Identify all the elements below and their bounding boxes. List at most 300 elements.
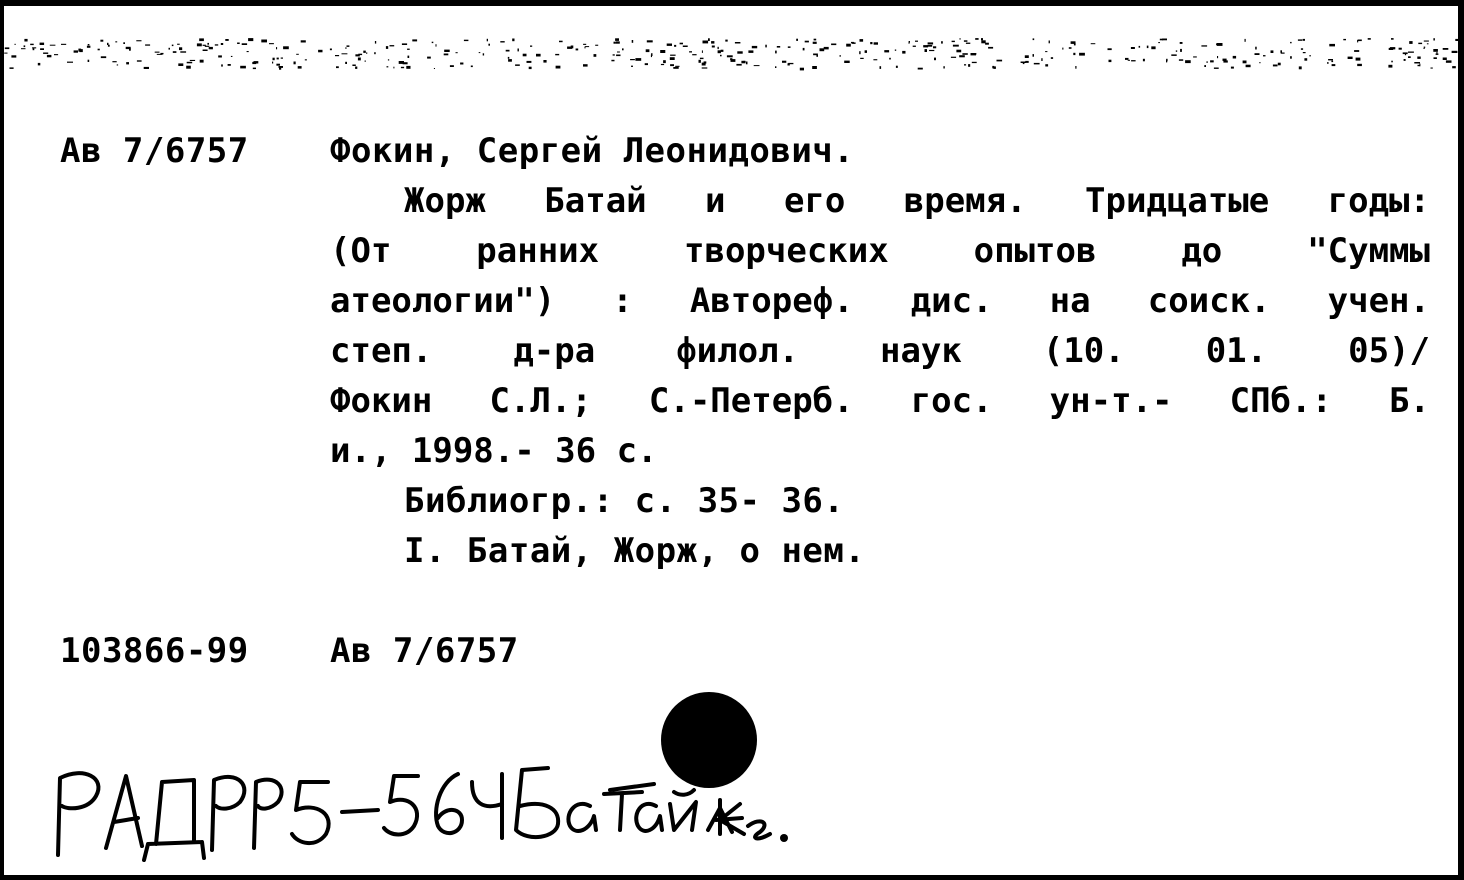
noise-speck [1356, 58, 1361, 61]
noise-speck [840, 55, 841, 57]
noise-speck [1201, 45, 1207, 46]
noise-speck [187, 62, 193, 64]
noise-speck [859, 51, 860, 54]
noise-speck [15, 44, 16, 45]
noise-speck [1418, 65, 1420, 66]
noise-speck [54, 54, 58, 55]
noise-speck [1303, 39, 1305, 41]
noise-speck [277, 58, 279, 60]
noise-speck [523, 54, 527, 57]
noise-speck [966, 43, 970, 44]
noise-speck [1452, 66, 1456, 68]
noise-speck [1214, 68, 1219, 69]
noise-speck [456, 52, 458, 53]
noise-speck [968, 64, 970, 67]
noise-speck [126, 62, 129, 64]
noise-speck [870, 42, 872, 44]
noise-speck [87, 46, 91, 48]
noise-speck [436, 44, 437, 46]
noise-speck [1354, 50, 1359, 52]
noise-speck [506, 50, 510, 52]
noise-speck [1025, 55, 1029, 58]
noise-speck [294, 62, 296, 65]
noise-speck [145, 44, 150, 45]
noise-speck [1051, 57, 1053, 59]
noise-speck [283, 46, 289, 49]
noise-speck [1357, 64, 1362, 66]
noise-speck [896, 66, 898, 68]
noise-speck [225, 39, 228, 41]
noise-speck [221, 64, 223, 66]
noise-speck [1408, 52, 1414, 53]
noise-speck [403, 62, 408, 64]
noise-speck [107, 43, 109, 45]
noise-speck [218, 55, 222, 57]
noise-speck [775, 66, 776, 68]
noise-speck [1179, 59, 1183, 61]
title-line-5: Фокин С.Л.; С.-Петерб. гос. ун-т.- СПб.: Б. [330, 381, 1430, 421]
noise-speck [444, 54, 449, 56]
noise-speck [796, 39, 798, 41]
noise-speck [576, 49, 579, 51]
noise-speck [708, 38, 710, 41]
noise-speck [108, 45, 110, 47]
noise-speck [61, 44, 66, 45]
noise-speck [1185, 60, 1191, 63]
noise-speck [529, 67, 532, 69]
noise-speck [1433, 38, 1435, 40]
noise-speck [117, 64, 118, 65]
noise-speck [296, 54, 299, 55]
noise-speck [670, 64, 674, 66]
noise-speck [630, 59, 635, 60]
noise-speck [177, 44, 180, 45]
noise-speck [1343, 39, 1346, 40]
noise-speck [585, 46, 589, 47]
noise-speck [518, 49, 519, 52]
noise-speck [670, 55, 676, 56]
noise-speck [953, 45, 959, 47]
noise-speck [831, 44, 836, 46]
noise-speck [190, 60, 195, 61]
noise-speck [536, 54, 541, 57]
noise-speck [1033, 38, 1035, 40]
noise-speck [816, 55, 818, 57]
noise-speck [444, 50, 450, 52]
noise-speck [47, 55, 52, 57]
noise-speck [1210, 60, 1214, 62]
noise-speck [336, 66, 339, 68]
noise-speck [972, 62, 977, 63]
noise-speck [330, 49, 332, 51]
noise-speck [276, 47, 277, 49]
title-line-1: Жорж Батай и его время. Тридцатые годы: [404, 181, 1430, 221]
noise-speck [1303, 52, 1306, 53]
noise-speck [24, 45, 26, 47]
top-edge-noise [4, 38, 1464, 70]
noise-speck [412, 39, 417, 41]
noise-speck [200, 60, 204, 63]
noise-speck [1418, 43, 1422, 44]
noise-speck [895, 50, 896, 51]
noise-speck [617, 52, 620, 53]
noise-speck [1049, 41, 1050, 44]
noise-speck [647, 40, 653, 42]
title-line-4: степ. д-ра филол. наук (10. 01. 05)/ [330, 331, 1430, 371]
noise-speck [595, 45, 598, 46]
noise-speck [1389, 48, 1394, 50]
noise-speck [261, 40, 267, 43]
noise-speck [279, 66, 284, 68]
noise-speck [203, 50, 208, 52]
noise-speck [1041, 58, 1042, 61]
noise-speck [450, 65, 454, 67]
noise-speck [253, 68, 256, 70]
noise-speck [432, 42, 434, 43]
noise-speck [1075, 66, 1076, 69]
noise-speck [231, 56, 233, 57]
noise-speck [363, 51, 366, 53]
noise-speck [318, 50, 322, 53]
noise-speck [366, 53, 367, 54]
noise-speck [689, 51, 692, 52]
noise-speck [1223, 59, 1227, 61]
noise-speck [1273, 65, 1278, 67]
noise-speck [335, 55, 339, 56]
noise-speck [471, 66, 473, 68]
noise-speck [663, 60, 666, 63]
noise-speck [1158, 42, 1160, 43]
noise-speck [667, 44, 672, 46]
noise-speck [199, 38, 204, 41]
noise-speck [1388, 65, 1392, 68]
noise-speck [88, 60, 90, 62]
noise-speck [487, 39, 488, 42]
noise-speck [100, 40, 103, 42]
noise-speck [365, 61, 367, 62]
noise-speck [1278, 63, 1281, 66]
noise-speck [583, 64, 588, 66]
noise-speck [434, 68, 435, 69]
noise-speck [1348, 57, 1353, 59]
noise-speck [408, 56, 410, 58]
noise-speck [1443, 48, 1449, 50]
noise-speck [11, 55, 16, 57]
noise-speck [386, 46, 388, 49]
noise-speck [1399, 48, 1402, 50]
noise-speck [803, 48, 805, 51]
noise-speck [1233, 56, 1236, 59]
noise-speck [702, 67, 708, 68]
noise-speck [1143, 59, 1145, 62]
noise-speck [247, 51, 249, 52]
noise-speck [1368, 38, 1371, 40]
noise-speck [746, 62, 748, 65]
noise-speck [407, 49, 410, 50]
noise-speck [727, 55, 733, 57]
noise-speck [583, 44, 586, 45]
noise-speck [730, 58, 732, 60]
noise-speck [1417, 57, 1420, 59]
noise-speck [736, 64, 741, 66]
noise-speck [1131, 47, 1135, 49]
noise-speck [692, 54, 696, 55]
noise-speck [941, 41, 943, 43]
call-number: Ав 7/6757 [60, 131, 249, 171]
noise-speck [559, 41, 563, 43]
noise-speck [1271, 50, 1274, 53]
noise-speck [355, 67, 357, 69]
noise-speck [209, 47, 213, 49]
noise-speck [844, 61, 850, 63]
noise-speck [788, 46, 791, 48]
noise-speck [865, 50, 867, 53]
noise-speck [172, 45, 174, 47]
noise-speck [1332, 64, 1336, 66]
noise-speck [136, 40, 141, 41]
noise-speck [704, 61, 707, 63]
noise-speck [352, 65, 355, 67]
noise-speck [374, 52, 376, 54]
noise-speck [345, 62, 347, 64]
noise-speck [1280, 50, 1282, 53]
noise-speck [33, 48, 35, 50]
noise-speck [1431, 68, 1433, 69]
noise-speck [1151, 46, 1155, 49]
noise-speck [512, 39, 514, 42]
noise-speck [1034, 63, 1040, 65]
noise-speck [460, 63, 463, 65]
noise-speck [530, 46, 532, 47]
noise-speck [78, 49, 81, 52]
inventory-call-number: Ав 7/6757 [330, 631, 519, 671]
noise-speck [1329, 44, 1335, 47]
noise-speck [305, 59, 307, 60]
noise-speck [1231, 67, 1234, 69]
noise-speck [197, 43, 202, 46]
noise-speck [673, 67, 678, 69]
noise-speck [1243, 61, 1247, 64]
noise-speck [543, 60, 546, 63]
noise-speck [1162, 39, 1167, 41]
noise-speck [248, 38, 253, 41]
noise-speck [144, 67, 149, 69]
noise-speck [1290, 42, 1292, 43]
noise-speck [115, 41, 117, 42]
noise-speck [1409, 41, 1412, 44]
noise-speck [500, 41, 504, 42]
noise-speck [483, 53, 484, 55]
noise-speck [358, 58, 361, 61]
bibliography-note: Библиогр.: с. 35- 36. [404, 481, 845, 521]
noise-speck [702, 50, 703, 53]
noise-speck [427, 57, 431, 59]
noise-speck [748, 50, 753, 53]
noise-speck [1071, 41, 1076, 44]
noise-speck [406, 66, 410, 69]
noise-speck [631, 66, 633, 67]
noise-speck [884, 50, 889, 52]
noise-speck [402, 43, 407, 45]
noise-speck [1403, 52, 1408, 54]
noise-speck [927, 45, 932, 47]
noise-speck [1327, 62, 1328, 64]
noise-speck [1207, 61, 1208, 63]
noise-speck [1424, 41, 1429, 42]
noise-speck [123, 42, 125, 44]
noise-speck [1328, 59, 1333, 60]
title-line-2: (От ранних творческих опытов до "Суммы [330, 231, 1430, 271]
noise-speck [800, 68, 804, 71]
noise-speck [1452, 51, 1458, 53]
noise-speck [1166, 60, 1167, 62]
noise-speck [720, 55, 722, 57]
noise-speck [393, 67, 394, 69]
noise-speck [614, 42, 616, 44]
noise-speck [228, 64, 231, 66]
noise-speck [611, 60, 614, 62]
noise-speck [683, 46, 688, 48]
noise-speck [1079, 53, 1085, 56]
noise-speck [712, 46, 715, 48]
noise-speck [1290, 56, 1292, 59]
noise-speck [933, 46, 936, 48]
noise-speck [902, 51, 905, 54]
noise-speck [616, 41, 620, 43]
noise-speck [1193, 56, 1197, 57]
noise-speck [1446, 60, 1452, 62]
noise-speck [775, 51, 777, 54]
noise-speck [1109, 60, 1112, 62]
noise-speck [1259, 62, 1260, 63]
noise-speck [276, 64, 280, 66]
noise-speck [918, 68, 923, 70]
noise-speck [556, 66, 561, 69]
noise-speck [1434, 57, 1437, 59]
noise-speck [721, 50, 724, 52]
noise-speck [1255, 53, 1260, 55]
noise-speck [788, 63, 790, 65]
noise-speck [913, 46, 916, 47]
noise-speck [1147, 46, 1149, 49]
noise-speck [754, 65, 760, 66]
noise-speck [951, 57, 956, 58]
noise-speck [24, 39, 27, 42]
noise-speck [1217, 56, 1218, 58]
noise-speck [67, 62, 73, 63]
noise-speck [1245, 39, 1246, 42]
noise-speck [1045, 64, 1048, 66]
noise-speck [635, 58, 641, 61]
noise-speck [997, 60, 1003, 62]
noise-speck [1128, 60, 1130, 61]
noise-speck [342, 53, 348, 54]
noise-speck [1108, 48, 1112, 50]
noise-speck [846, 44, 851, 47]
noise-speck [737, 51, 742, 53]
noise-speck [1125, 58, 1129, 60]
noise-speck [777, 46, 780, 48]
noise-speck [993, 66, 996, 69]
noise-speck [375, 41, 376, 44]
noise-speck [1217, 43, 1223, 46]
inventory-number: 103866-99 [60, 631, 249, 671]
noise-speck [1281, 53, 1285, 54]
noise-speck [873, 59, 877, 60]
noise-speck [782, 61, 786, 63]
noise-speck [21, 48, 26, 49]
noise-speck [960, 38, 961, 39]
author-heading: Фокин, Сергей Леонидович. [330, 131, 855, 171]
noise-speck [981, 40, 985, 43]
noise-speck [765, 45, 767, 48]
noise-speck [205, 46, 210, 47]
noise-speck [5, 47, 10, 49]
noise-speck [1391, 61, 1393, 63]
noise-speck [40, 43, 45, 45]
noise-speck [1404, 59, 1406, 61]
noise-speck [567, 47, 572, 49]
noise-speck [178, 63, 183, 66]
noise-speck [660, 50, 665, 53]
title-line-6: и., 1998.- 36 с. [330, 431, 658, 471]
noise-speck [269, 43, 274, 44]
noise-speck [1408, 56, 1411, 58]
card-top-edge [4, 0, 1464, 80]
noise-speck [488, 44, 490, 46]
noise-speck [88, 44, 90, 45]
noise-speck [157, 54, 163, 55]
noise-speck [824, 47, 829, 50]
noise-speck [860, 39, 864, 42]
noise-speck [242, 43, 247, 45]
noise-speck [975, 38, 978, 40]
noise-speck [74, 50, 78, 52]
noise-speck [703, 41, 709, 44]
noise-speck [700, 58, 704, 59]
noise-speck [632, 40, 634, 43]
noise-speck [1263, 55, 1266, 56]
noise-speck [1358, 40, 1362, 42]
noise-speck [1436, 54, 1439, 55]
noise-speck [1424, 47, 1426, 48]
noise-speck [1391, 38, 1394, 40]
noise-speck [254, 61, 259, 63]
noise-speck [1255, 47, 1257, 50]
noise-speck [1246, 65, 1251, 68]
noise-speck [1204, 65, 1206, 67]
noise-speck [388, 59, 389, 60]
noise-speck [880, 66, 882, 69]
noise-speck [215, 44, 218, 45]
noise-speck [38, 63, 41, 66]
noise-speck [956, 50, 961, 53]
noise-speck [515, 64, 520, 66]
noise-speck [240, 66, 246, 69]
noise-speck [615, 38, 619, 41]
noise-speck [964, 64, 966, 65]
noise-speck [813, 42, 817, 44]
noise-speck [1045, 51, 1047, 52]
noise-speck [179, 47, 182, 50]
noise-speck [718, 47, 719, 49]
noise-speck [281, 58, 283, 59]
noise-speck [273, 58, 275, 61]
noise-speck [1131, 60, 1136, 61]
noise-speck [725, 40, 727, 42]
noise-speck [1455, 39, 1460, 41]
noise-speck [1424, 48, 1425, 49]
